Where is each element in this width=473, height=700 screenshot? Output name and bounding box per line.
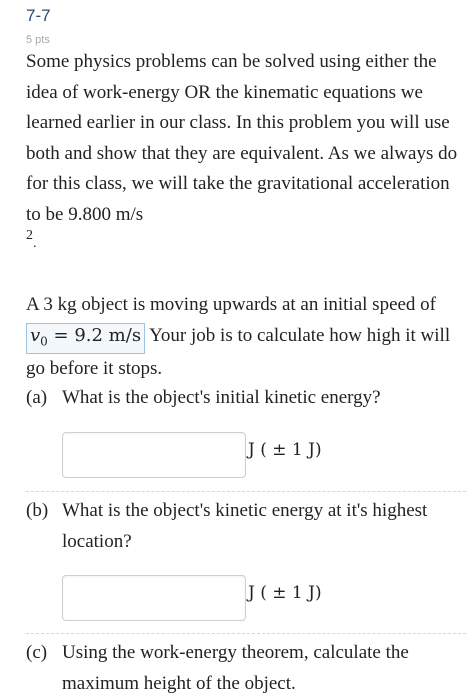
divider: [26, 633, 466, 634]
part-b: [26, 496, 466, 557]
math-variable: v: [30, 324, 41, 346]
problem-text-after: Your job is to calculate how high it will go before it stops.: [26, 324, 451, 380]
math-value: = 9.2 m/s: [47, 324, 142, 346]
part-c-text: Using the work-energy theorem, calculate the maximum height of the object.: [62, 642, 409, 694]
superscript-2: 2: [26, 228, 33, 243]
intro-superscript: [26, 228, 37, 251]
part-b-answer-input[interactable]: [62, 575, 246, 621]
part-c: [26, 638, 466, 699]
part-b-label: (b): [26, 500, 49, 521]
question-number: 7-7: [26, 6, 51, 25]
part-a-unit: J ( ± 1 J): [248, 440, 322, 460]
math-subscript: 0: [40, 334, 48, 349]
intro-text: Some physics problems can be solved using either the idea of work-energy OR the kinematic equations we learned earlier in our class. In this problem you will use both and show that they are equivalent. As we always do for this class, we will take the gravitational acceleration to be 9.800 m/s: [26, 51, 458, 225]
divider: [26, 491, 466, 492]
part-a-answer-input[interactable]: [62, 432, 246, 478]
problem-statement: [26, 290, 466, 385]
part-b-unit: J ( ± 1 J): [248, 583, 322, 603]
question-points: 5 pts: [26, 34, 50, 46]
velocity-math: [26, 323, 145, 355]
part-a-label: (a): [26, 387, 48, 408]
intro-period: .: [33, 236, 37, 251]
question-intro: [26, 47, 466, 230]
part-c-label: (c): [26, 642, 48, 663]
problem-text-before: A 3 kg object is moving upwards at an initial speed of: [26, 294, 437, 315]
part-a-text: What is the object's initial kinetic energy?: [62, 387, 381, 408]
part-a: [26, 383, 466, 414]
part-b-text: What is the object's kinetic energy at it's highest location?: [62, 500, 428, 552]
